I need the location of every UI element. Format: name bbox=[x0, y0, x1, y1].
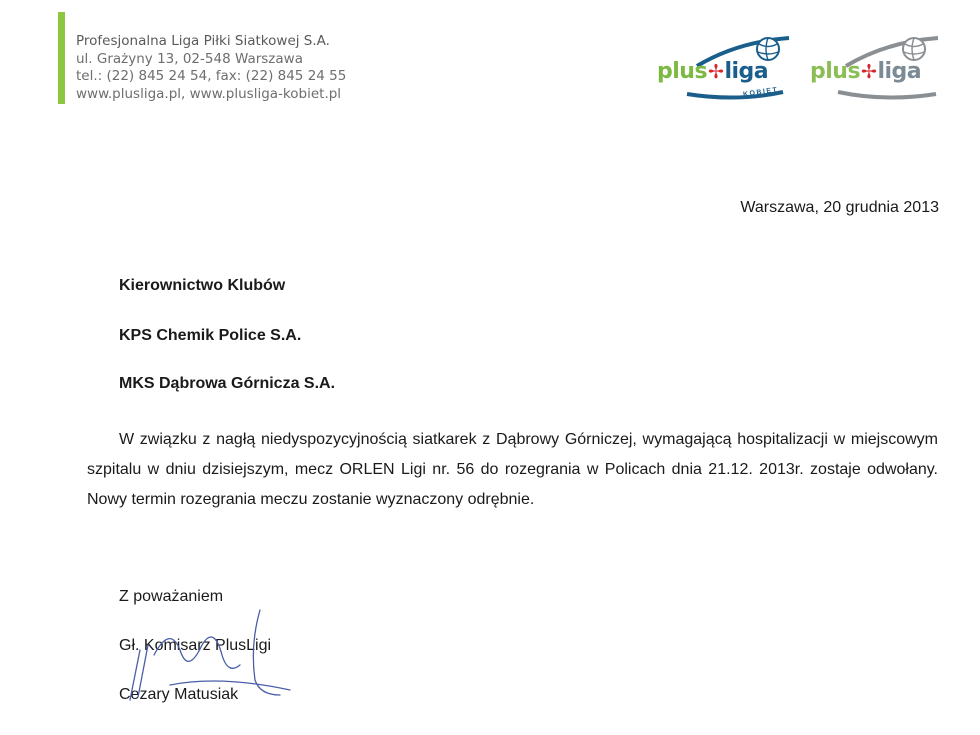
recipient: MKS Dąbrowa Górnicza S.A. bbox=[119, 375, 336, 392]
plusliga-logo bbox=[810, 32, 950, 112]
organization-address: ul. Grażyny 13, 02-548 Warszawa bbox=[76, 50, 303, 67]
letterhead-accent-bar bbox=[58, 12, 65, 104]
recipient: KPS Chemik Police S.A. bbox=[119, 327, 302, 344]
recipient: Kierownictwo Klubów bbox=[119, 277, 286, 294]
place-date: Warszawa, 20 grudnia 2013 bbox=[740, 199, 939, 216]
letter-body-text: W związku z nagłą niedyspozycyjnością siatkarek z Dąbrowy Górniczej, wymagającą hospitalizacji w miejscowym szpitalu w dniu dzisiejszym, mecz ORLEN Ligi nr. 56 do rozegrania w Policach dnia 21.12. 2013r. zostaje odwołany. Nowy termin rozegrania meczu zostanie wyznaczony odrębnie. bbox=[87, 431, 938, 508]
logo-wordmark: plus✢liga bbox=[657, 59, 769, 84]
organization-websites: www.plusliga.pl, www.plusliga-kobiet.pl bbox=[76, 85, 342, 102]
cross-icon: ✢ bbox=[861, 61, 877, 83]
cross-icon: ✢ bbox=[708, 61, 724, 83]
organization-name: Profesjonalna Liga Piłki Siatkowej S.A. bbox=[76, 33, 330, 49]
plusliga-kobiet-logo bbox=[657, 32, 797, 112]
handwritten-signature bbox=[110, 605, 300, 715]
letterhead bbox=[76, 33, 346, 103]
logo-subtitle: KOBIET bbox=[742, 86, 779, 99]
logo-wordmark: plus✢liga bbox=[810, 59, 922, 84]
signer-title: Gł. Komisarz PlusLigi bbox=[119, 637, 272, 654]
organization-phone-fax: tel.: (22) 845 24 54, fax: (22) 845 24 55 bbox=[76, 68, 347, 84]
letter-body bbox=[87, 425, 938, 515]
closing-salutation: Z poważaniem bbox=[119, 588, 224, 605]
signer-name: Cezary Matusiak bbox=[119, 686, 239, 703]
